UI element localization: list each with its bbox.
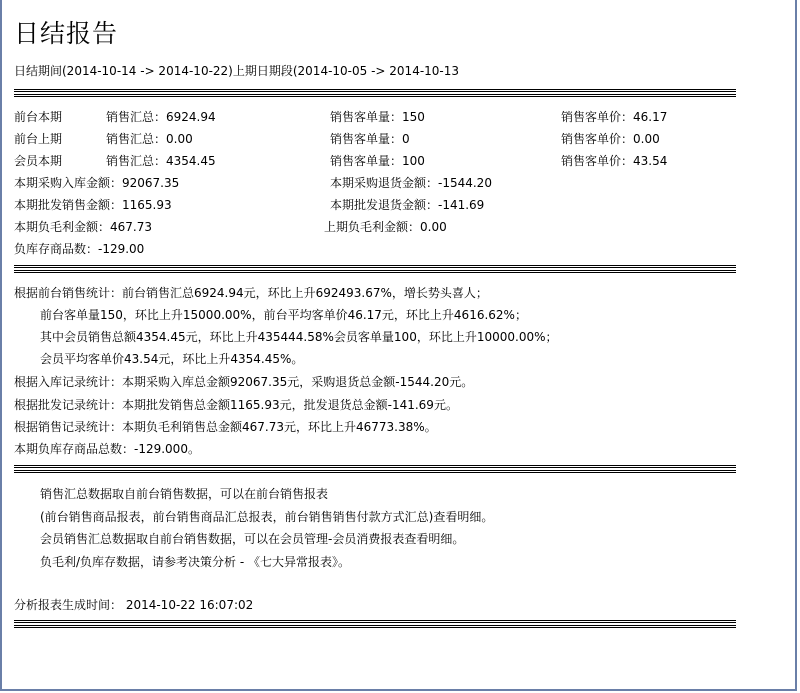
neg-stock: 负库存商品数：-129.00 [14, 242, 145, 256]
analysis-line: 会员平均客单价43.54元，环比上升4354.45%。 [40, 352, 304, 366]
separator [14, 465, 736, 468]
note-line: 负毛利/负库存数据，请参考决策分析 - 《七大异常报表》。 [40, 555, 351, 569]
separator [14, 265, 736, 268]
row-count: 销售客单量：0 [330, 132, 410, 146]
purchase-return: 本期采购退货金额：-1544.20 [330, 176, 492, 190]
row-price: 销售客单价：0.00 [561, 132, 660, 146]
note-line: 销售汇总数据取自前台销售数据，可以在前台销售报表 [40, 487, 329, 501]
row-sales: 销售汇总：6924.94 [106, 110, 216, 124]
note-line: 会员销售汇总数据取自前台销售数据，可以在会员管理-会员消费报表查看明细。 [40, 532, 465, 546]
period-line: 日结期间(2014-10-14 -> 2014-10-22)上期日期段(2014-10-05 -> 2014-10-13 [14, 64, 460, 78]
row-sales: 销售汇总：0.00 [106, 132, 193, 146]
neg-margin: 本期负毛利金额：467.73 [14, 220, 152, 234]
separator [14, 620, 736, 623]
analysis-line: 根据入库记录统计：本期采购入库总金额92067.35元，采购退货总金额-1544.20元。 [14, 375, 474, 389]
row-count: 销售客单量：150 [330, 110, 425, 124]
analysis-line: 根据前台销售统计：前台销售汇总6924.94元，环比上升692493.67%，增长势头喜人； [14, 286, 488, 300]
prev-neg-margin: 上期负毛利金额：0.00 [324, 220, 447, 234]
row-label: 前台本期 [14, 110, 63, 124]
row-price: 销售客单价：43.54 [561, 154, 668, 168]
row-count: 销售客单量：100 [330, 154, 425, 168]
row-price: 销售客单价：46.17 [561, 110, 668, 124]
row-sales: 销售汇总：4354.45 [106, 154, 216, 168]
analysis-line: 根据销售记录统计：本期负毛利销售总金额467.73元，环比上升46773.38%。 [14, 420, 437, 434]
analysis-line: 前台客单量150，环比上升15000.00%，前台平均客单价46.17元，环比上升4616.62%； [40, 308, 527, 322]
generated-time: 分析报表生成时间： 2014-10-22 16:07:02 [14, 598, 254, 612]
row-label: 会员本期 [14, 154, 63, 168]
row-label: 前台上期 [14, 132, 63, 146]
wholesale-sales: 本期批发销售金额：1165.93 [14, 198, 172, 212]
page-title: 日结报告 [14, 19, 119, 48]
separator [14, 89, 736, 92]
analysis-line: 本期负库存商品总数：-129.000。 [14, 442, 200, 456]
purchase-in: 本期采购入库金额：92067.35 [14, 176, 180, 190]
note-line: (前台销售商品报表，前台销售商品汇总报表，前台销售销售付款方式汇总)查看明细。 [40, 510, 494, 524]
analysis-line: 其中会员销售总额4354.45元，环比上升435444.58%会员客单量100，环比上升10000.00%； [40, 330, 558, 344]
analysis-line: 根据批发记录统计：本期批发销售总金额1165.93元，批发退货总金额-141.69元。 [14, 398, 458, 412]
wholesale-return: 本期批发退货金额：-141.69 [330, 198, 485, 212]
